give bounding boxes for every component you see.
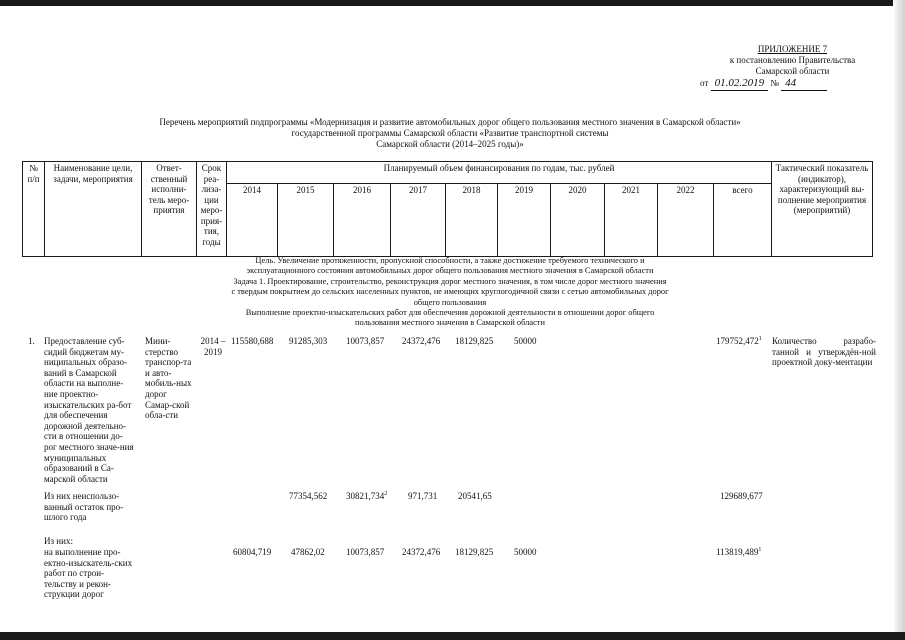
col-responsible-header: Ответ-ственный исполни-тель меро-приятия: [142, 162, 197, 257]
row-1-2018: 18129,825: [455, 336, 494, 346]
appendix-title: ПРИЛОЖЕНИЕ 7: [757, 44, 828, 54]
number-sign: №: [770, 78, 779, 88]
funding-table-header: [22, 161, 873, 257]
row-3-total-value: 113819,489: [716, 547, 759, 557]
row-3-name: на выполнение про-ектно-изыскатель-ских работ по строи-тельству и рекон-струкции дорог: [44, 547, 133, 600]
row-1-total-footnote: 1: [758, 336, 762, 342]
row-3-2017: 24372,476: [402, 547, 441, 557]
col-funding-header: Планируемый объем финансирования по годам, тыс. рублей: [227, 162, 772, 184]
year-2017-header: 2017: [391, 184, 446, 257]
row-1-total: [716, 336, 762, 346]
scan-top-edge: [0, 0, 905, 6]
col-num-header: № п/п: [23, 162, 45, 257]
title-line-2: государственной программы Самарской области «Развитие транспортной системы: [291, 128, 609, 138]
title-line-1: Перечень мероприятий подпрограммы «Модернизация и развитие автомобильных дорог общего пользования местного значения в Самарской области»: [159, 117, 741, 127]
row-1-2016: 10073,857: [346, 336, 385, 346]
year-2014-header: 2014: [227, 184, 278, 257]
row-3-total-footnote: 1: [758, 547, 762, 553]
appendix-block: [700, 44, 885, 77]
year-2016-header: 2016: [334, 184, 391, 257]
year-2022-header: 2022: [658, 184, 714, 257]
row-2-2016-footnote: 2: [384, 491, 388, 497]
row-1-name: Предоставление суб-сидий бюджетам му-ниципальных образо-ваний в Самарской области на выполне-ние проектно-изыскательских ра-бот для обеспечения дорожной деятельно-сти в отношении до-рог местного значе-ния муниципальных образований в Са-марской области: [44, 336, 134, 484]
row-1-2015: 91285,303: [289, 336, 328, 346]
appendix-line-2: Самарской области: [755, 66, 830, 76]
year-2018-header: 2018: [446, 184, 498, 257]
row-2-2016: [346, 491, 387, 501]
row-1-2014: 115580,688: [231, 336, 274, 346]
document-title: [40, 117, 860, 150]
year-2020-header: 2020: [551, 184, 605, 257]
scan-right-edge: [893, 0, 905, 640]
row-3-2018: 18129,825: [455, 547, 494, 557]
row-3-2019: 50000: [514, 547, 537, 557]
total-header: всего: [714, 184, 772, 257]
row-1-number: 1.: [28, 336, 35, 346]
row-2-2018: 20541,65: [458, 491, 492, 501]
row-1-2019: 50000: [514, 336, 537, 346]
number-handwritten: 44: [781, 77, 827, 91]
row-1-total-value: 179752,472: [716, 336, 759, 346]
row-2-total: 129689,677: [720, 491, 763, 501]
title-line-3: Самарской области (2014–2025 годы)»: [376, 139, 524, 149]
appendix-line-1: к постановлению Правительства: [729, 55, 856, 65]
work-line-1: Выполнение проектно-изыскательских работ для обеспечения дорожной деятельности в отношении дорог общего: [245, 308, 655, 318]
task-line-3: общего пользования: [413, 297, 487, 307]
year-2015-header: 2015: [278, 184, 334, 257]
row-3-total: [716, 547, 761, 557]
row-1-indicator: Количество разрабо-танной и утверждён-ной проектной доку-ментации: [772, 336, 876, 368]
row-2-2016-value: 30821,734: [346, 491, 385, 501]
row-1-2017: 24372,476: [402, 336, 441, 346]
row-1-responsible: Мини-стерство транспор-та и авто-мобиль-ных дорог Самар-ской обла-сти: [145, 336, 192, 421]
row-1-term: 2014 – 2019: [200, 336, 226, 357]
row-3-2016: 10073,857: [346, 547, 385, 557]
scan-bottom-edge: [0, 632, 905, 640]
col-name-header: Наименование цели, задачи, мероприятия: [45, 162, 142, 257]
goal-line-2: эксплуатационного состояния автомобильных дорог общего пользования местного значения в Самарской области: [246, 266, 654, 276]
row-3-2014: 60804,719: [233, 547, 272, 557]
year-2021-header: 2021: [605, 184, 658, 257]
row-2-2017: 971,731: [408, 491, 438, 501]
col-term-header: Срок реа-лиза-ции меро-прия-тия, годы: [197, 162, 227, 257]
goal-task-section: [180, 256, 720, 329]
row-2-2015: 77354,562: [289, 491, 328, 501]
date-prefix: от: [700, 78, 709, 88]
work-line-2: пользования местного значения в Самарской области: [355, 318, 545, 328]
col-indicator-header: Тактический показатель (индикатор), характеризующий вы-полнение мероприятия (мероприятий): [772, 162, 873, 257]
date-handwritten: 01.02.2019: [711, 77, 769, 91]
row-2-name: Из них неиспользо-ванный остаток про-шлого года: [44, 491, 124, 523]
date-number-line: [700, 77, 890, 91]
task-line-2: с твердым покрытием до сельских населенных пунктов, не имеющих круглогодичной связи с сетью автомобильных дорог: [231, 287, 669, 297]
goal-line-1: Цель. Увеличение протяженности, пропускной способности, а также достижение требуемого технического и: [255, 256, 645, 265]
task-line-1: Задача 1. Проектирование, строительство, реконструкция дорог местного значения, в том числе дорог местного значения: [233, 276, 667, 286]
year-2019-header: 2019: [498, 184, 551, 257]
row-3-2015: 47862,02: [291, 547, 325, 557]
row-3-name-head: Из них:: [44, 536, 73, 546]
